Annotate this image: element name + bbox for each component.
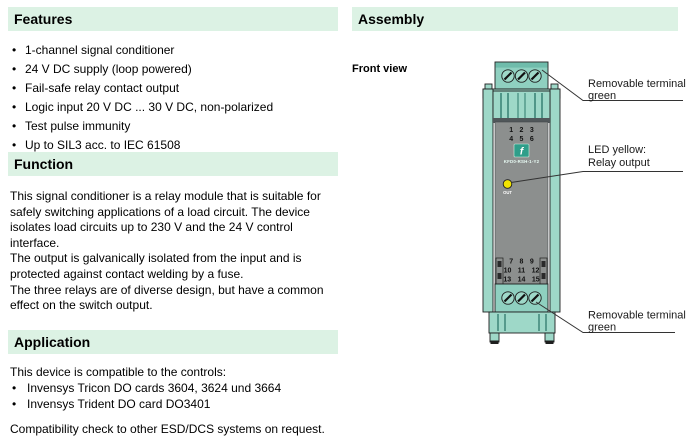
list-item: • Test pulse immunity <box>10 117 336 136</box>
text-line: safely switching applications of a load circuit. The device <box>10 204 310 219</box>
application-text <box>10 364 340 437</box>
housing-right-rail <box>550 89 560 312</box>
application-section-header <box>8 330 338 354</box>
list-item: • 1-channel signal conditioner <box>10 41 336 60</box>
housing-left-rail <box>483 89 493 312</box>
terminal-numbers-top: 4 5 6 <box>509 136 534 143</box>
pepperl-fuchs-logo <box>514 144 529 158</box>
terminal-screw-icon <box>502 292 514 304</box>
application-list <box>10 380 340 412</box>
text-line: isolates load circuits up to 230 V and the 24 V control <box>10 220 293 235</box>
features-section-header <box>8 7 338 31</box>
text-line: The three relays are of diverse design, but have a common <box>10 282 324 297</box>
text-line: effect on the switch output. <box>10 298 153 313</box>
terminal-screw-icon <box>529 70 541 82</box>
application-intro: This device is compatible to the controls: <box>10 365 227 379</box>
led-label: OUT <box>503 190 512 195</box>
svg-text:f: f <box>519 146 524 158</box>
function-section-header <box>8 152 338 176</box>
terminal-numbers-bottom: 13 14 15 <box>503 276 540 284</box>
top-terminal <box>495 62 548 89</box>
text-line: The output is galvanically isolated from the input and is <box>10 251 302 266</box>
terminal-screw-icon <box>515 292 527 304</box>
application-note: Compatibility check to other ESD/DCS systems on request. <box>10 422 325 436</box>
terminal-numbers-top: 1 2 3 <box>509 127 534 134</box>
terminal-screw-icon <box>502 70 514 82</box>
list-item: • Fail-safe relay contact output <box>10 79 336 98</box>
terminal-numbers-bottom: 7 8 9 <box>509 258 534 266</box>
annotation-text: green <box>588 90 617 102</box>
list-item: • Up to SIL3 acc. to IEC 61508 <box>10 136 336 155</box>
list-item: • Logic input 20 V DC ... 30 V DC, non-polarized <box>10 98 336 117</box>
section-title: Assembly <box>358 11 425 27</box>
front-view-label: Front view <box>352 63 408 75</box>
text-line: interface. <box>10 235 60 250</box>
function-text <box>10 189 340 314</box>
annotation-text: LED yellow: <box>588 144 647 156</box>
upper-connector <box>493 91 550 123</box>
annotation-text: Relay output <box>588 157 650 169</box>
list-item: • 24 V DC supply (loop powered) <box>10 60 336 79</box>
section-title: Features <box>14 11 73 27</box>
assembly-section-header <box>352 7 678 31</box>
terminal-screw-icon <box>515 70 527 82</box>
bottom-terminal <box>495 284 548 312</box>
text-line: protected against contact welding by a fuse. <box>10 266 244 281</box>
terminal-screw-icon <box>529 292 541 304</box>
section-title: Application <box>14 334 91 350</box>
annotation-top-terminal <box>542 70 686 102</box>
annotation-text: green <box>588 321 617 334</box>
led-yellow-icon <box>503 180 512 189</box>
list-item: • Invensys Trident DO card DO3401 <box>10 396 340 412</box>
list-item: • Invensys Tricon DO cards 3604, 3624 und 3664 <box>10 380 340 396</box>
text-line: This signal conditioner is a relay module that is suitable for <box>10 189 321 203</box>
terminal-numbers-bottom: 10 11 12 <box>503 267 540 275</box>
annotation-text: Removable terminal <box>588 309 686 322</box>
device-drawing <box>483 62 560 344</box>
annotation-text: Removable terminal <box>588 78 686 90</box>
features-list <box>10 41 336 155</box>
assembly-figure <box>350 30 686 448</box>
model-label: KFD0-RSH-1-Y2 <box>503 159 540 164</box>
housing-bottom <box>489 312 555 344</box>
section-title: Function <box>14 156 74 172</box>
